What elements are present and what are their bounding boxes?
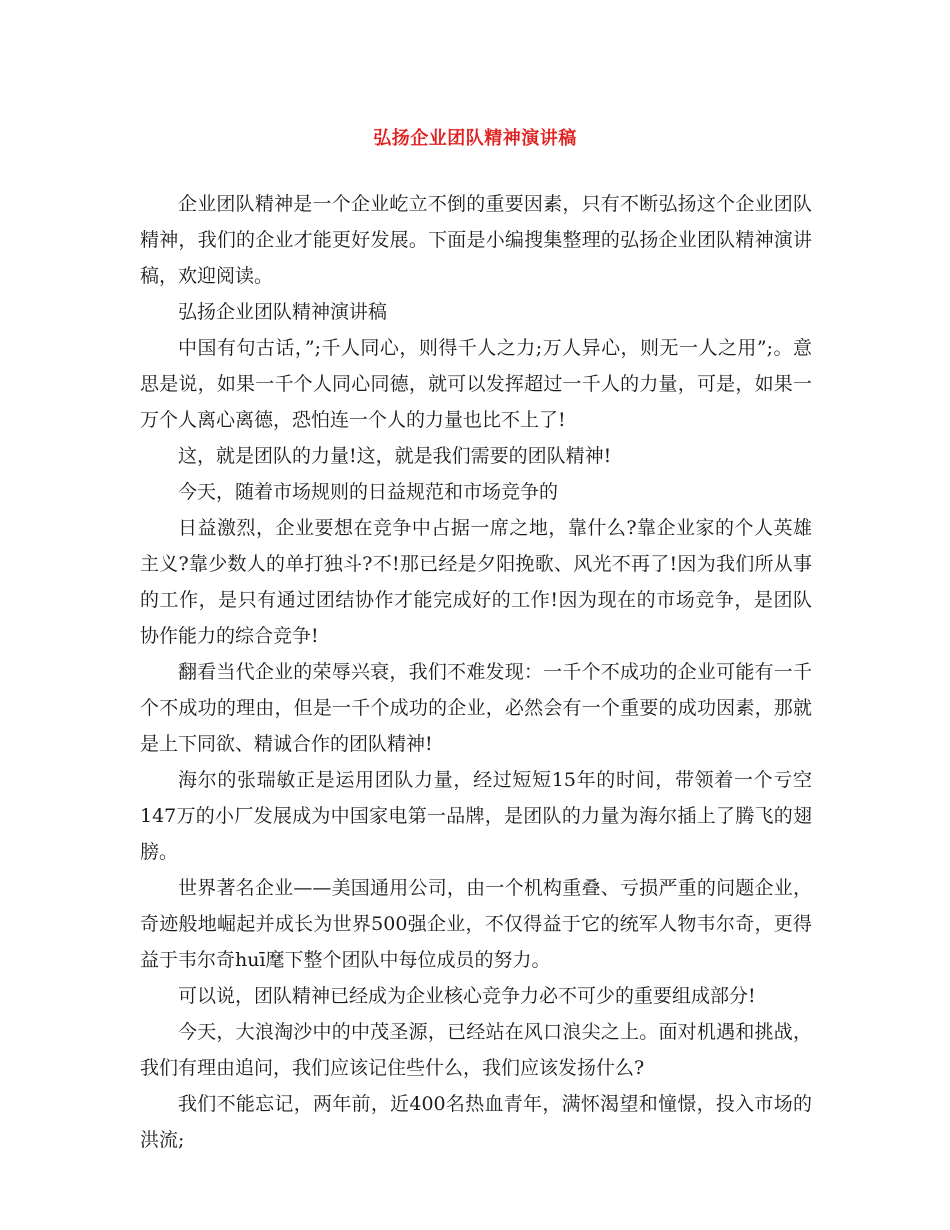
paragraph: 海尔的张瑞敏正是运用团队力量，经过短短15年的时间，带领着一个亏空147万的小厂发展成为中国家电第一品牌，是团队的力量为海尔插上了腾飞的翅膀。: [140, 769, 812, 863]
paragraph: 这，就是团队的力量!这，就是我们需要的团队精神!: [178, 445, 612, 467]
paragraph: 今天，随着市场规则的日益规范和市场竞争的: [178, 481, 559, 503]
paragraph: 中国有句古话，”;千人同心，则得千人之力;万人异心，则无一人之用”;。意思是说，如果一千个人同心同德，就可以发挥超过一千人的力量，可是，如果一万个人离心离德，恐怕连一个人的力量也比不上了!: [140, 337, 812, 431]
paragraph: 可以说，团队精神已经成为企业核心竞争力必不可少的重要组成部分!: [178, 985, 756, 1007]
paragraph: 今天，大浪淘沙中的中茂圣源，已经站在风口浪尖之上。面对机遇和挑战，我们有理由追问，我们应该记住些什么，我们应该发扬什么?: [140, 1021, 812, 1079]
paragraph: 日益激烈，企业要想在竞争中占据一席之地，靠什么?靠企业家的个人英雄主义?靠少数人的单打独斗?不!那已经是夕阳挽歌、风光不再了!因为我们所从事的工作，是只有通过团结协作才能完成好的工作!因为现在的市场竞争，是团队协作能力的综合竞争!: [140, 517, 812, 647]
document-title: 弘扬企业团队精神演讲稿: [373, 128, 577, 149]
paragraph: 我们不能忘记，两年前，近400名热血青年，满怀渴望和憧憬，投入市场的洪流;: [140, 1093, 812, 1151]
paragraph: 企业团队精神是一个企业屹立不倒的重要因素，只有不断弘扬这个企业团队精神，我们的企业才能更好发展。下面是小编搜集整理的弘扬企业团队精神演讲稿，欢迎阅读。: [140, 193, 812, 287]
paragraph: 弘扬企业团队精神演讲稿: [178, 301, 388, 323]
paragraph: 世界著名企业——美国通用公司，由一个机构重叠、亏损严重的问题企业，奇迹般地崛起并成长为世界500强企业，不仅得益于它的统军人物韦尔奇，更得益于韦尔奇huī麾下整个团队中每位成员的努力。: [140, 877, 812, 971]
document-body: [140, 186, 812, 1158]
paragraph: 翻看当代企业的荣辱兴衰，我们不难发现：一千个不成功的企业可能有一千个不成功的理由，但是一千个成功的企业，必然会有一个重要的成功因素，那就是上下同欲、精诚合作的团队精神!: [140, 661, 812, 755]
